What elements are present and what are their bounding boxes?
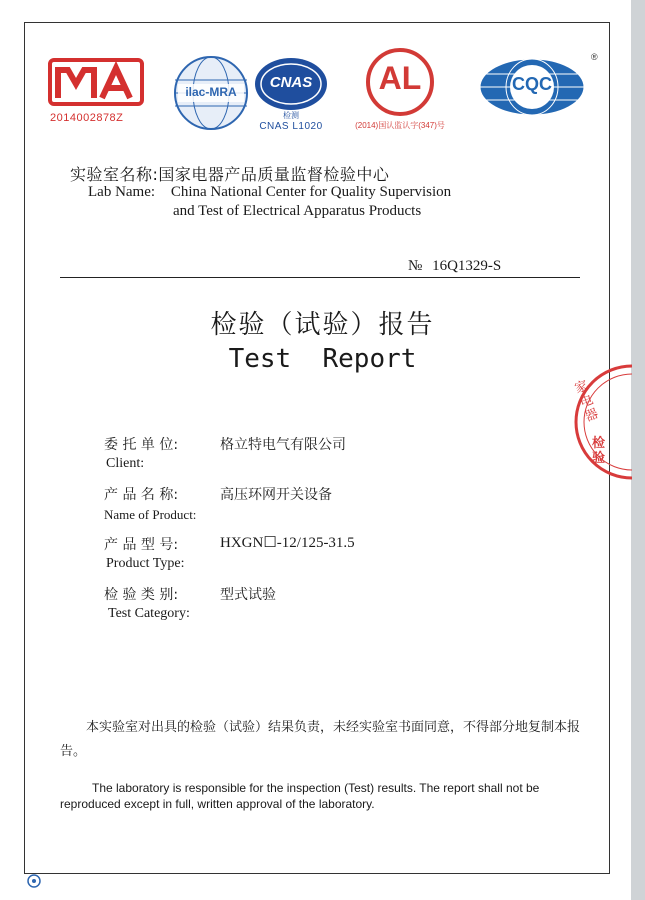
ilac-mra-logo — [172, 54, 250, 132]
product-type-value: HXGN☐-12/125-31.5 — [220, 535, 355, 551]
product-name-label-en: Name of Product: — [104, 507, 197, 522]
report-number-label: № — [408, 258, 423, 274]
scan-edge-strip — [631, 0, 645, 900]
cal-number: (2014)国认监认字(347)号 — [355, 121, 445, 130]
footer-circle-icon — [27, 874, 41, 888]
cma-number: 2014002878Z — [50, 112, 124, 124]
product-name-value: 高压环网开关设备 — [220, 487, 332, 503]
cqc-logo — [476, 54, 588, 120]
report-number-value: 16Q1329-S — [432, 258, 502, 274]
notice-en: The laboratory is responsible for the inspection (Test) results. The report shall not be reproduced except in full, written approval of the laboratory. — [60, 781, 540, 811]
test-category-value: 型式试验 — [220, 587, 276, 603]
report-number-rule — [60, 277, 580, 278]
product-type-label-cn: 产 品 型 号: — [104, 537, 179, 553]
test-category-label-cn: 检 验 类 别: — [104, 587, 179, 603]
client-value: 格立特电气有限公司 — [220, 437, 346, 453]
test-category-label-en: Test Category: — [108, 606, 190, 621]
cma-logo — [48, 58, 148, 128]
footer-mark — [27, 874, 41, 893]
client-label-cn: 委 托 单 位: — [104, 437, 179, 453]
ilac-mark: ilac-MRA — [185, 85, 237, 99]
inspection-stamp — [570, 362, 632, 487]
lab-name-en — [88, 182, 451, 203]
lab-name-en-line1: China National Center for Quality Supervision — [170, 184, 452, 200]
lab-name-cn-value: 国家电器产品质量监督检验中心 — [158, 165, 390, 184]
client-label-en: Client: — [106, 456, 145, 471]
lab-name-cn-label: 实验室名称: — [70, 165, 159, 184]
cqc-mark: CQC — [512, 74, 552, 94]
stamp-text-bottom: 检验 — [592, 436, 606, 466]
report-number — [408, 258, 501, 275]
lab-name-en-line2: and Test of Electrical Apparatus Products — [173, 203, 422, 219]
registered-mark: ® — [591, 52, 598, 62]
stamp-text-top: 家电器 — [572, 378, 601, 426]
title-cn: 检验（试验）报告 — [210, 310, 435, 340]
cnas-sub: 检测 — [283, 111, 299, 120]
cal-logo — [352, 48, 448, 134]
cnas-number: CNAS L1020 — [259, 121, 323, 132]
cal-mark: AL — [378, 60, 422, 96]
cnas-logo — [252, 54, 330, 134]
product-type-label-en: Product Type: — [106, 556, 185, 571]
product-name-label-cn: 产 品 名 称: — [104, 487, 179, 503]
lab-name-en-label: Lab Name: — [88, 184, 156, 200]
title-en: Test Report — [228, 344, 417, 374]
cnas-mark: CNAS — [269, 74, 313, 91]
notice-cn: 本实验室对出具的检验（试验）结果负责，未经实验室书面同意，不得部分地复制本报告。 — [60, 720, 581, 759]
